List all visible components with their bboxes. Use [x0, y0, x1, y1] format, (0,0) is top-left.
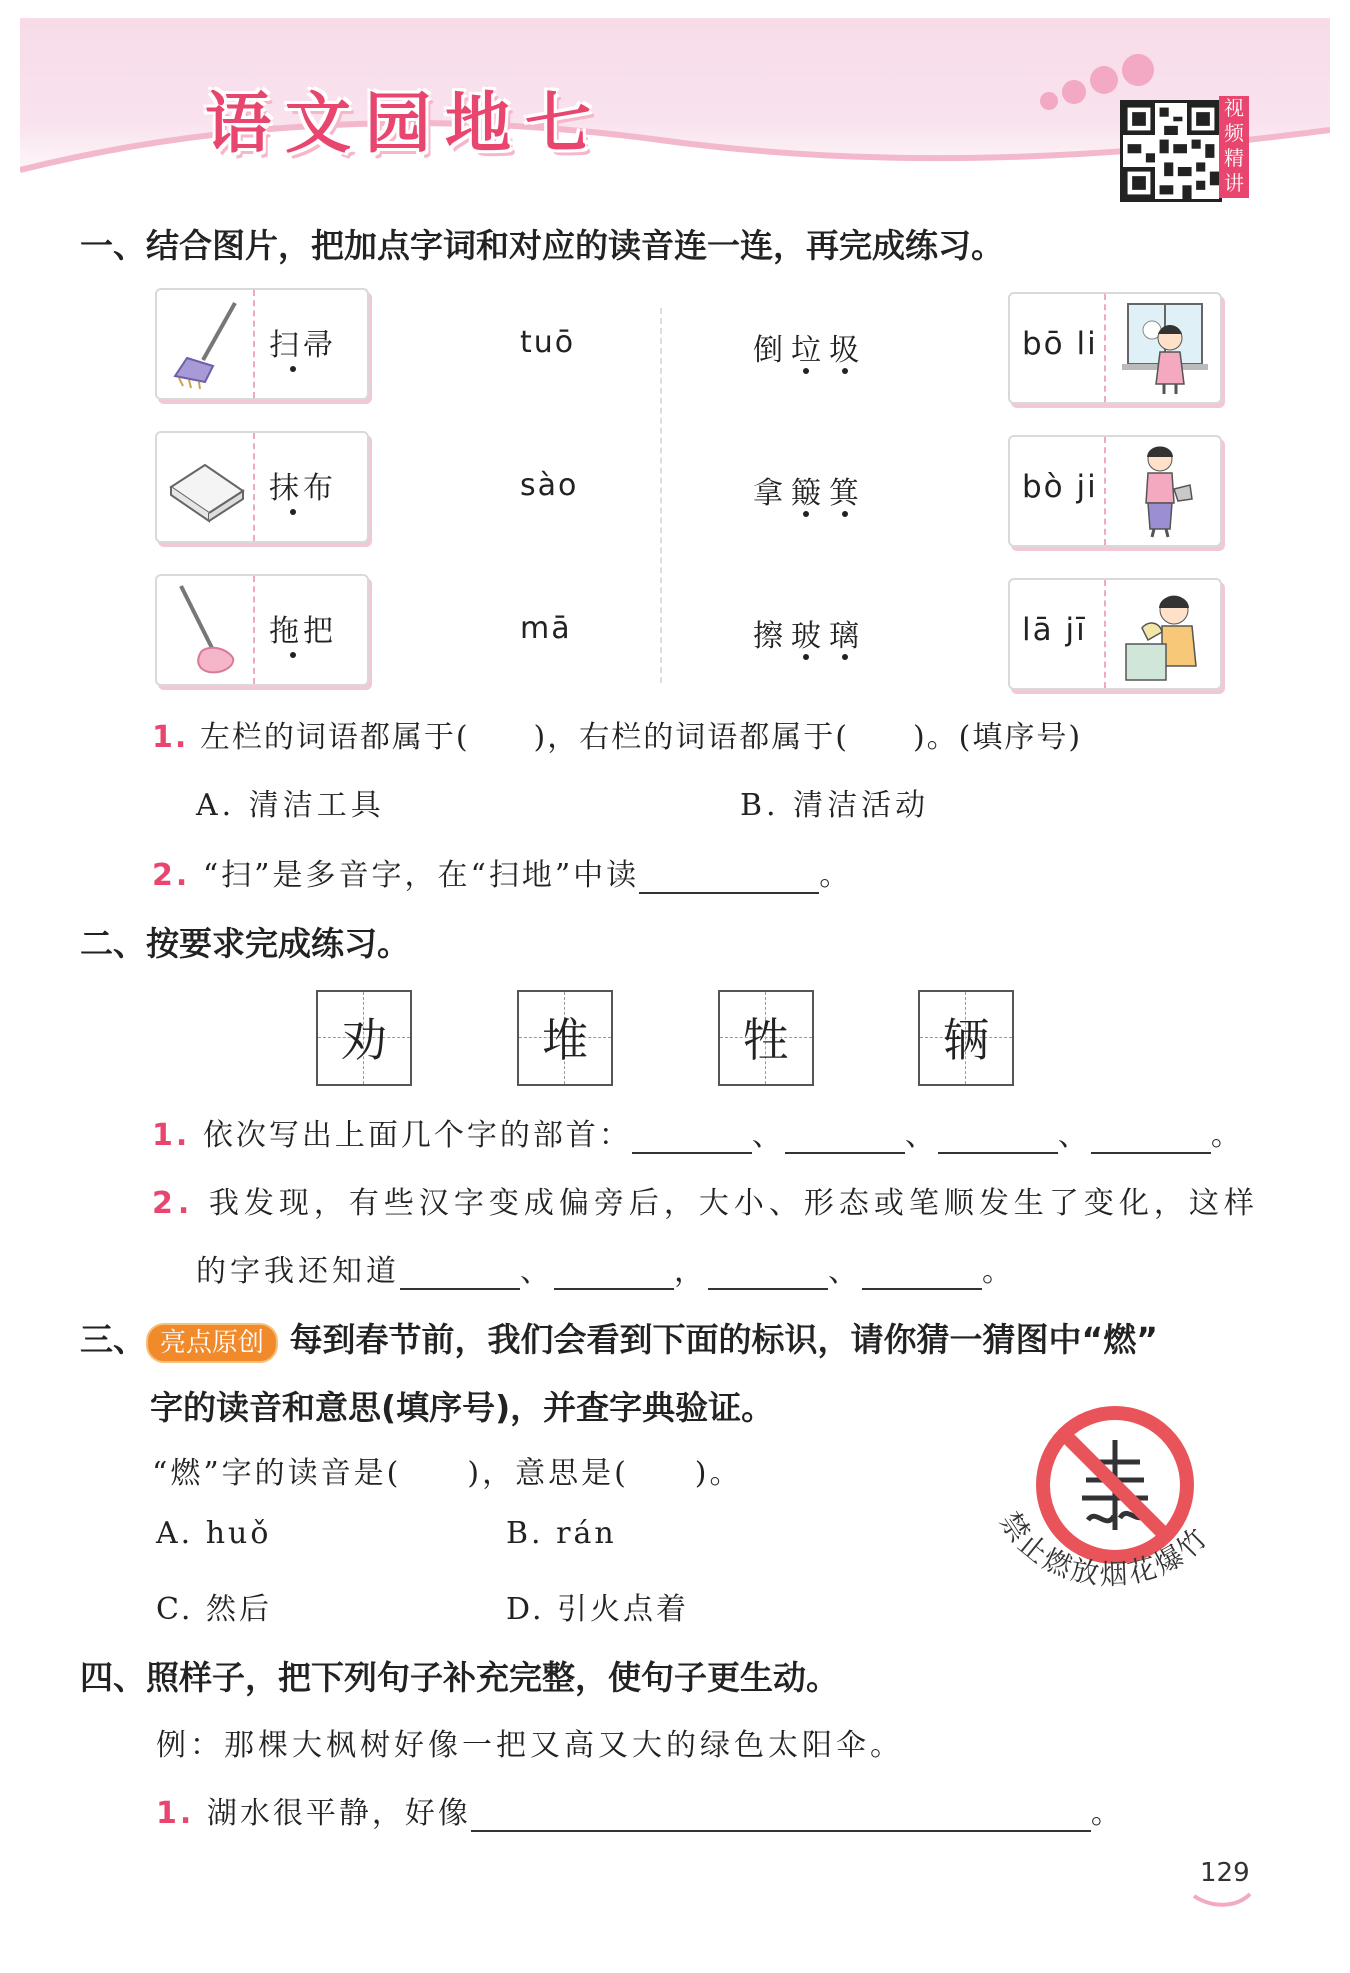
answer-blank[interactable] [862, 1258, 982, 1290]
answer-blank[interactable] [400, 1258, 520, 1290]
emphasis-dot [290, 509, 296, 515]
s1-option-a[interactable]: A. 清洁工具 [196, 788, 385, 823]
left-pinyin[interactable]: sào [520, 468, 579, 503]
emphasis-dot [803, 654, 809, 660]
decor-dot [1040, 92, 1058, 110]
svg-text:禁止燃放烟花爆竹 [993, 1506, 1215, 1591]
decor-dot [1122, 54, 1154, 86]
emphasis-dot [842, 511, 848, 517]
left-word: 抹布 [269, 471, 337, 506]
answer-blank[interactable] [471, 1800, 1091, 1832]
right-card-boji[interactable] [1008, 435, 1222, 547]
char-box: 堆 [517, 990, 613, 1086]
emphasis-dot [842, 654, 848, 660]
right-pinyin: lā jī [1022, 612, 1087, 648]
answer-blank[interactable] [938, 1122, 1058, 1154]
section4-heading: 四、照样子，把下列句子补充完整，使句子更生动。 [80, 1658, 839, 1697]
sign-caption-text: 禁止燃放烟花爆竹 [993, 1506, 1216, 1592]
section2-heading: 二、按要求完成练习。 [80, 924, 410, 963]
answer-blank[interactable] [639, 862, 819, 894]
emphasis-dot [803, 368, 809, 374]
s3-option-c[interactable]: C. 然后 [156, 1592, 272, 1627]
s4-q1: 1. 湖水很平静，好像 。 [156, 1796, 1124, 1831]
left-pinyin[interactable]: tuō [520, 325, 576, 360]
left-pinyin[interactable]: mā [520, 611, 572, 646]
answer-blank[interactable] [785, 1122, 905, 1154]
answer-blank[interactable] [1091, 1122, 1211, 1154]
s2-q2-line2: 的字我还知道 、 ， 、 。 [196, 1254, 1016, 1289]
s3-option-a[interactable]: A. huǒ [156, 1516, 272, 1551]
left-card-cloth[interactable] [155, 431, 369, 543]
s1-option-b[interactable]: B. 清洁活动 [740, 788, 930, 823]
decor-dot [1090, 66, 1118, 94]
qr-code-icon[interactable] [1120, 100, 1222, 202]
matching-divider [660, 308, 662, 683]
emphasis-dot [803, 511, 809, 517]
page-number-swoosh [1192, 1890, 1252, 1910]
char-box: 劝 [316, 990, 412, 1086]
video-lecture-label[interactable]: 视 频 精 讲 [1219, 96, 1249, 198]
left-card-mop[interactable] [155, 574, 369, 686]
middle-word[interactable]: 拿簸箕 [753, 476, 867, 511]
s1-q1: 1. 左栏的词语都属于( )，右栏的词语都属于( )。(填序号) [152, 720, 1083, 755]
girl-wiping-window-icon [1112, 300, 1212, 396]
girl-holding-dustpan-icon [1118, 441, 1208, 541]
s3-question: “燃”字的读音是( )，意思是( )。 [152, 1456, 743, 1491]
answer-blank[interactable] [632, 1122, 752, 1154]
middle-word[interactable]: 倒垃圾 [753, 333, 867, 368]
right-pinyin: bò ji [1022, 469, 1098, 505]
emphasis-dot [842, 368, 848, 374]
s1-q2: 2. “扫”是多音字，在“扫地”中读 。 [152, 858, 853, 893]
emphasis-dot [290, 366, 296, 372]
left-word: 拖把 [269, 614, 337, 649]
section3-heading-line2: 字的读音和意思(填序号)，并查字典验证。 [150, 1388, 775, 1427]
s4-example: 例：那棵大枫树好像一把又高又大的绿色太阳伞。 [156, 1728, 904, 1763]
right-card-boli[interactable] [1008, 292, 1222, 404]
left-card-broom[interactable] [155, 288, 369, 400]
char-box: 辆 [918, 990, 1014, 1086]
left-word: 扫帚 [269, 328, 337, 363]
right-pinyin: bō li [1022, 326, 1098, 362]
cloth-icon [165, 447, 247, 527]
page-title: 语文园地七 [205, 85, 605, 162]
char-box: 牲 [718, 990, 814, 1086]
answer-blank[interactable] [554, 1258, 674, 1290]
page-number: 129 [1200, 1858, 1250, 1888]
broom-icon [165, 298, 247, 390]
decor-dot [1062, 80, 1086, 104]
s3-option-d[interactable]: D. 引火点着 [506, 1592, 690, 1627]
middle-word[interactable]: 擦玻璃 [753, 619, 867, 654]
s3-option-b[interactable]: B. rán [506, 1516, 617, 1551]
answer-blank[interactable] [708, 1258, 828, 1290]
s2-q1: 1. 依次写出上面几个字的部首： 、 、 、 。 [152, 1118, 1244, 1153]
mop-icon [165, 582, 247, 678]
section1-heading: 一、结合图片，把加点字词和对应的读音连一连，再完成练习。 [80, 226, 1004, 265]
highlight-badge: 亮点原创 [146, 1323, 278, 1363]
boy-dumping-trash-icon [1112, 584, 1212, 684]
right-card-laji[interactable] [1008, 578, 1222, 690]
section3-heading: 三、 亮点原创 每到春节前，我们会看到下面的标识，请你猜一猜图中“燃” [80, 1314, 1158, 1363]
s2-q2-line1: 2. 我发现，有些汉字变成偏旁后，大小、形态或笔顺发生了变化，这样 [152, 1186, 1259, 1221]
sign-caption [980, 1490, 1240, 1620]
emphasis-dot [290, 652, 296, 658]
